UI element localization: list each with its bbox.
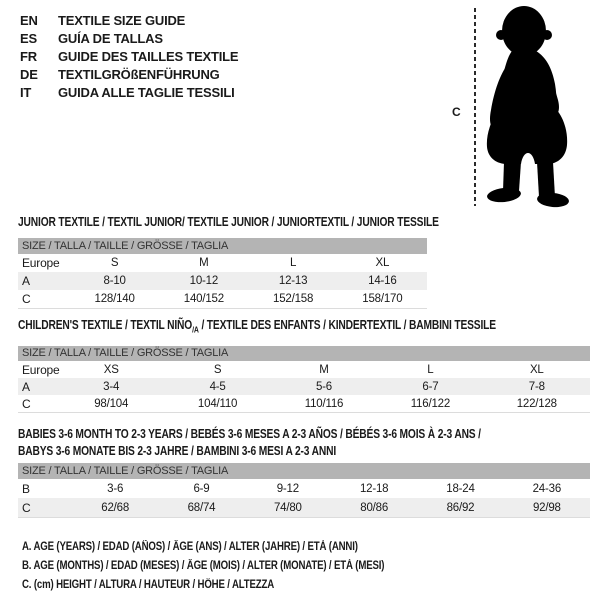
size-header-bar: SIZE / TALLA / TAILLE / GRÖSSE / TAGLIA xyxy=(18,463,590,479)
row-label: C xyxy=(22,500,31,515)
size-cell: 98/104 xyxy=(94,397,129,410)
toddler-silhouette-icon xyxy=(478,4,578,209)
size-cell: 116/122 xyxy=(410,397,451,410)
row-label: A xyxy=(22,274,30,288)
children-table-title xyxy=(18,318,496,335)
size-cell: S xyxy=(213,363,222,376)
table-row xyxy=(18,290,427,308)
size-cell: 12-18 xyxy=(359,482,389,495)
row-label: B xyxy=(22,481,30,496)
footnote-c: C. (cm) HEIGHT / ALTURA / HAUTEUR / HÖHE / ALTEZZA xyxy=(22,579,275,591)
size-cell: 80/86 xyxy=(360,501,389,514)
size-cell: 4-5 xyxy=(209,380,226,393)
height-measure-line xyxy=(474,8,476,206)
title-text: / TEXTILE DES ENFANTS / KINDERTEXTIL / BAMBINI TESSILE xyxy=(198,318,496,332)
footnotes-block xyxy=(22,538,453,595)
size-cell: 86/92 xyxy=(446,501,475,514)
size-cell: M xyxy=(199,257,209,269)
title-line-2: BABYS 3-6 MONATE BIS 2-3 JAHRE / BAMBINI 3-6 MESI A 2-3 ANNI xyxy=(18,444,337,458)
size-cell: 152/158 xyxy=(273,293,314,305)
size-cell: 140/152 xyxy=(183,293,224,305)
language-title-block xyxy=(20,12,238,102)
size-cell: M xyxy=(319,363,329,376)
lang-row-es xyxy=(20,30,238,48)
lang-row-de xyxy=(20,66,238,84)
table-row xyxy=(18,395,590,412)
title-line-1: BABIES 3-6 MONTH TO 2-3 YEARS / BEBÉS 3-6 MESES A 2-3 AÑOS / BÉBÉS 3-6 MOIS À 2-3 ANS / xyxy=(18,427,481,441)
lang-title: GUIDE DES TAILLES TEXTILE xyxy=(58,49,239,64)
lang-title: GUÍA DE TALLAS xyxy=(58,31,163,46)
junior-size-table xyxy=(18,238,427,309)
row-label: Europe xyxy=(22,362,60,377)
row-label: C xyxy=(22,396,31,411)
table-row xyxy=(18,361,590,378)
size-cell: 5-6 xyxy=(315,380,332,393)
size-cell: 6-9 xyxy=(193,482,210,495)
lang-row-en xyxy=(20,12,238,30)
row-label: A xyxy=(22,379,30,394)
size-cell: 18-24 xyxy=(446,482,475,495)
size-cell: 92/98 xyxy=(532,501,561,514)
children-size-table xyxy=(18,346,590,413)
lang-code: ES xyxy=(20,31,37,46)
size-cell: L xyxy=(290,257,297,269)
size-cell: 3-6 xyxy=(107,482,124,495)
table-row xyxy=(18,498,590,517)
lang-title: TEXTILGRÖßENFÜHRUNG xyxy=(58,67,220,82)
size-cell: 3-4 xyxy=(103,380,120,393)
size-cell: S xyxy=(110,257,119,269)
size-cell: 122/128 xyxy=(516,397,557,410)
size-cell: XL xyxy=(529,363,544,376)
junior-table-title: JUNIOR TEXTILE / TEXTIL JUNIOR/ TEXTILE JUNIOR / JUNIORTEXTIL / JUNIOR TESSILE xyxy=(18,215,439,229)
table-row xyxy=(18,479,590,498)
size-cell: 62/68 xyxy=(101,501,130,514)
footnote-a: A. AGE (YEARS) / EDAD (AÑOS) / ÂGE (ANS) / ALTER (JAHRE) / ETÀ (ANNI) xyxy=(22,541,358,553)
size-cell: 8-10 xyxy=(103,275,126,287)
lang-row-it xyxy=(20,84,238,102)
footnote-b: B. AGE (MONTHS) / EDAD (MESES) / ÂGE (MOIS) / ALTER (MONATE) / ETÀ (MESI) xyxy=(22,560,385,572)
size-cell: 68/74 xyxy=(187,501,216,514)
table-row xyxy=(18,272,427,290)
row-label: C xyxy=(22,292,31,306)
table-row xyxy=(18,254,427,272)
babies-table-title xyxy=(18,426,481,460)
size-cell: 12-13 xyxy=(278,275,308,287)
lang-title: TEXTILE SIZE GUIDE xyxy=(58,13,186,28)
size-header-bar: SIZE / TALLA / TAILLE / GRÖSSE / TAGLIA xyxy=(18,238,427,254)
lang-row-fr xyxy=(20,48,238,66)
size-cell: L xyxy=(427,363,434,376)
height-measure-label: C xyxy=(452,105,461,119)
size-cell: 6-7 xyxy=(422,380,439,393)
size-cell: 7-8 xyxy=(528,380,545,393)
lang-code: FR xyxy=(20,49,37,64)
size-cell: 104/110 xyxy=(197,397,238,410)
row-label: Europe xyxy=(22,256,60,270)
size-cell: 110/116 xyxy=(304,397,344,410)
size-header-bar: SIZE / TALLA / TAILLE / GRÖSSE / TAGLIA xyxy=(18,346,590,361)
size-cell: 10-12 xyxy=(189,275,219,287)
lang-code: EN xyxy=(20,13,38,28)
babies-size-table xyxy=(18,463,590,518)
title-text: CHILDREN'S TEXTILE / TEXTIL NIÑO xyxy=(18,318,193,332)
size-cell: 14-16 xyxy=(368,275,397,287)
size-cell: 74/80 xyxy=(273,501,302,514)
size-cell: XL xyxy=(375,257,390,269)
size-cell: 158/170 xyxy=(362,293,403,305)
lang-title: GUIDA ALLE TAGLIE TESSILI xyxy=(58,85,235,100)
size-cell: 128/140 xyxy=(94,293,135,305)
lang-code: IT xyxy=(20,85,32,100)
title-subscript: /A xyxy=(192,324,199,335)
size-cell: 9-12 xyxy=(276,482,299,495)
lang-code: DE xyxy=(20,67,38,82)
size-cell: XS xyxy=(103,363,119,376)
table-row xyxy=(18,378,590,395)
size-cell: 24-36 xyxy=(532,482,562,495)
